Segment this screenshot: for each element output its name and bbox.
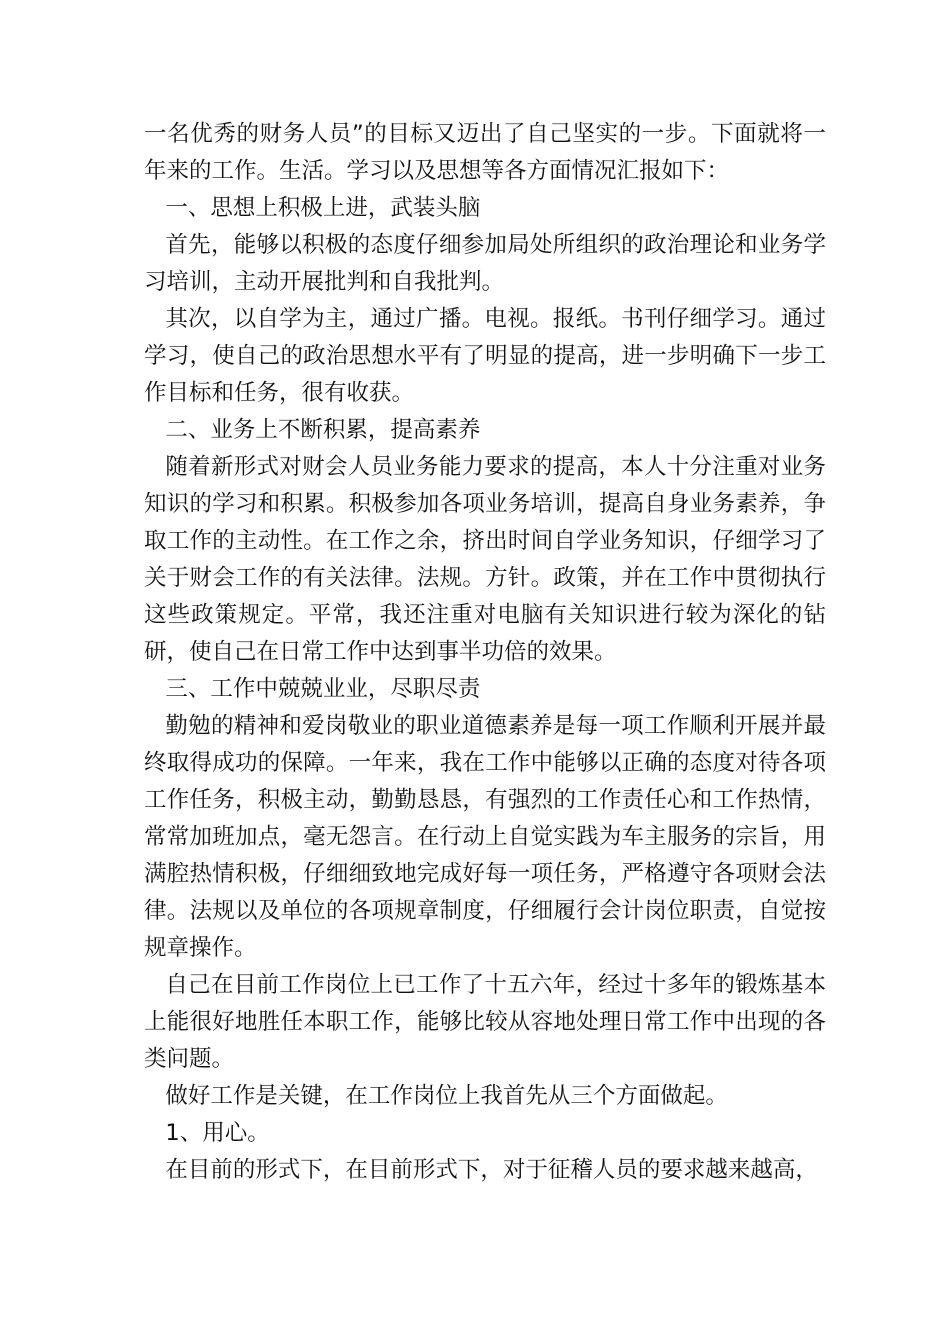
paragraph: 随着新形式对财会人员业务能力要求的提高，本人十分注重对业务知识的学习和积累。积极参加各项业务培训，提高自身业务素养，争取工作的主动性。在工作之余，挤出时间自学业务知识，仔细学习了关于财会工作的有关法律。法规。方针。政策，并在工作中贯彻执行这些政策规定。平常，我还注重对电脑有关知识进行较为深化的钻研，使自己在日常工作中达到事半功倍的效果。: [144, 454, 826, 665]
paragraph: 勤勉的精神和爱岗敬业的职业道德素养是每一项工作顺利开展并最终取得成功的保障。一年来，我在工作中能够以正确的态度对待各项工作任务，积极主动，勤勤恳恳，有强烈的工作责任心和工作热情，常常加班加点，毫无怨言。在行动上自觉实践为车主服务的宗旨，用满腔热情积极，仔细细致地完成好每一项任务，严格遵守各项财会法律。法规以及单位的各项规章制度，仔细履行会计岗位职责，自觉按规章操作。: [144, 713, 826, 961]
numbered-item-heading: 1、用心。: [165, 1120, 270, 1146]
section-heading-2: 二、业务上不断积累，提高素养: [165, 417, 481, 443]
paragraph-intro-continuation: 一名优秀的财务人员”的目标又迈出了自己坚实的一步。下面就将一年来的工作。生活。学习以及思想等各方面情况汇报如下：: [144, 121, 826, 184]
section-heading-1: 一、思想上积极上进，武装头脑: [165, 195, 481, 221]
paragraph: 首先，能够以积极的态度仔细参加局处所组织的政治理论和业务学习培训，主动开展批判和自我批判。: [144, 232, 826, 295]
paragraph: 做好工作是关键，在工作岗位上我首先从三个方面做起。: [165, 1083, 728, 1109]
paragraph: 在目前的形式下，在目前形式下，对于征稽人员的要求越来越高，: [165, 1157, 818, 1183]
paragraph: 其次，以自学为主，通过广播。电视。报纸。书刊仔细学习。通过学习，使自己的政治思想水平有了明显的提高，进一步明确下一步工作目标和任务，很有收获。: [144, 306, 826, 406]
section-heading-3: 三、工作中兢兢业业，尽职尽责: [165, 676, 481, 702]
document-body: [144, 116, 826, 1189]
paragraph: 自己在目前工作岗位上已工作了十五六年，经过十多年的锻炼基本上能很好地胜任本职工作，能够比较从容地处理日常工作中出现的各类问题。: [144, 972, 826, 1072]
